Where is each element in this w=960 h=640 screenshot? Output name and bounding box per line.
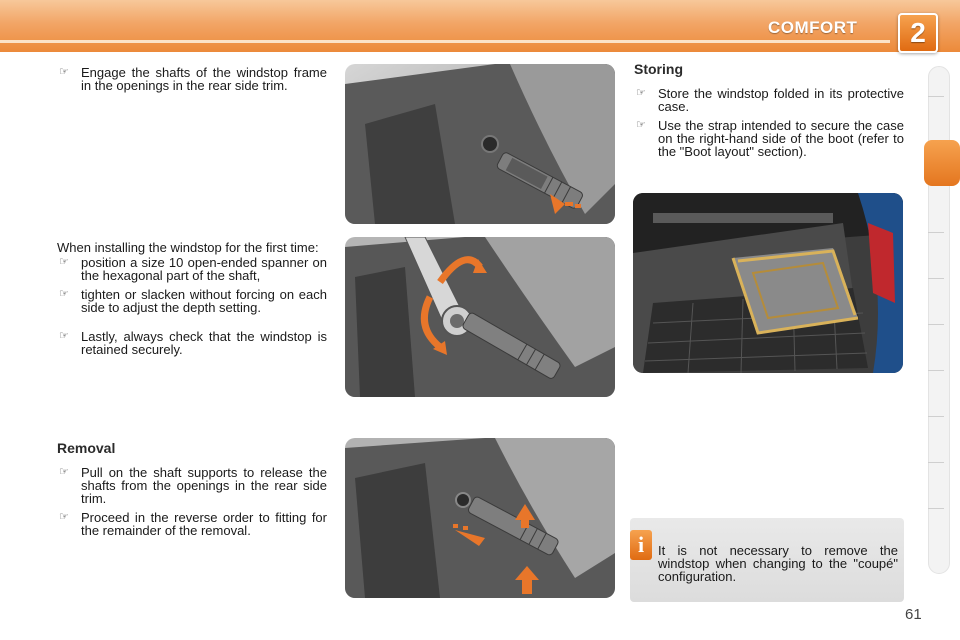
list-item — [57, 330, 327, 356]
pointing-hand-icon: ☞ — [59, 466, 69, 478]
first-install-intro: When installing the windstop for the first time: — [57, 240, 319, 255]
intro-block — [57, 66, 327, 98]
section-title: COMFORT — [768, 18, 858, 37]
chapter-tab[interactable] — [928, 232, 944, 233]
list-item — [57, 288, 327, 314]
bullet-text: Proceed in the reverse order to fitting for the remainder of the removal. — [81, 510, 327, 538]
bullet-text: position a size 10 open-ended spanner on the hexagonal part of the shaft, — [81, 255, 327, 283]
pointing-hand-icon: ☞ — [59, 330, 69, 342]
boot-storage-illustration — [633, 193, 903, 373]
chapter-tab-active[interactable] — [924, 140, 960, 186]
spanner-adjust-illustration — [345, 237, 615, 397]
pointing-hand-icon: ☞ — [59, 511, 69, 523]
pointing-hand-icon: ☞ — [636, 87, 646, 99]
header-divider — [0, 40, 890, 43]
chapter-tab[interactable] — [928, 278, 944, 279]
page-number: 61 — [905, 606, 922, 623]
pointing-hand-icon: ☞ — [59, 288, 69, 300]
pointing-hand-icon: ☞ — [59, 66, 69, 78]
bullet-text: Use the strap intended to secure the case on the right-hand side of the boot (refer to the "Boot layout" section). — [658, 118, 904, 159]
storing-heading: Storing — [634, 61, 683, 77]
chapter-tab[interactable] — [928, 96, 944, 97]
list-item — [57, 256, 327, 282]
info-icon: i — [630, 530, 652, 560]
list-item — [57, 466, 327, 505]
storing-block — [634, 63, 904, 164]
pointing-hand-icon: ☞ — [636, 119, 646, 131]
bullet-text: Engage the shafts of the windstop frame in the openings in the rear side trim. — [81, 65, 327, 93]
chapter-tab[interactable] — [928, 370, 944, 371]
list-item — [634, 87, 904, 113]
list-item — [57, 511, 327, 537]
bullet-text: Lastly, always check that the windstop is retained securely. — [81, 329, 327, 357]
bullet-text: tighten or slacken without forcing on each side to adjust the depth setting. — [81, 287, 327, 315]
bullet-text: Pull on the shaft supports to release the shafts from the openings in the rear side trim. — [81, 465, 327, 506]
info-text: It is not necessary to remove the windstop when changing to the "coupé" configuration. — [658, 543, 898, 584]
removal-illustration — [345, 438, 615, 598]
chapter-badge[interactable]: 2 — [898, 13, 938, 53]
removal-heading: Removal — [57, 440, 116, 456]
bullet-text: Store the windstop folded in its protective case. — [658, 86, 904, 114]
list-item — [634, 119, 904, 158]
chapter-tab[interactable] — [928, 508, 944, 509]
chapter-tab[interactable] — [928, 324, 944, 325]
engage-shaft-illustration — [345, 64, 615, 224]
removal-block — [57, 442, 327, 543]
chapter-tab[interactable] — [928, 416, 944, 417]
pointing-hand-icon: ☞ — [59, 256, 69, 268]
chapter-tab[interactable] — [928, 462, 944, 463]
first-install-block — [57, 241, 327, 362]
list-item — [57, 66, 327, 92]
